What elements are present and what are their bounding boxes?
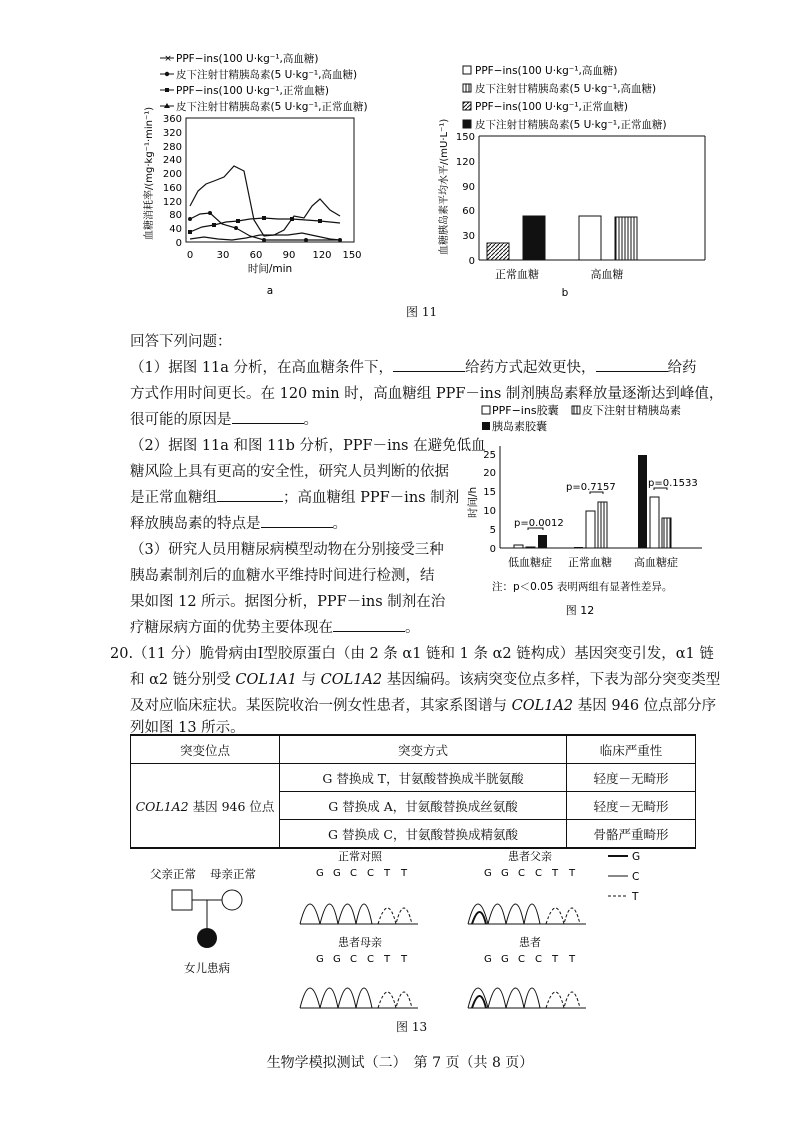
table-site-cell: COL1A2 基因 946 位点 bbox=[131, 764, 280, 849]
fig11b-legend-1: PPF−ins(100 U·kg⁻¹,高血糖) bbox=[475, 65, 618, 77]
q2-line4: 释放胰岛素的特点是 。 bbox=[130, 512, 347, 533]
svg-text:200: 200 bbox=[162, 169, 182, 180]
table-row-severity: 轻度－无畸形 bbox=[567, 764, 696, 792]
svg-text:240: 240 bbox=[162, 155, 182, 166]
q2-blank-2[interactable] bbox=[261, 513, 333, 528]
q3-line3: 果如图 12 所示。据图分析，PPF－ins 制剂在治 bbox=[130, 594, 446, 610]
fig12-caption: 图 12 bbox=[565, 604, 595, 617]
fig13-caption: 图 13 bbox=[396, 1020, 428, 1034]
svg-text:C: C bbox=[518, 868, 525, 879]
svg-text:G: G bbox=[316, 868, 324, 879]
fig11-caption: 图 11 bbox=[406, 305, 438, 319]
q1-blank-2[interactable] bbox=[596, 357, 668, 372]
q20-line1: 20.（11 分）脆骨病由Ⅰ型胶原蛋白（由 2 条 α1 链和 1 条 α2 链构成）基因突变引发，α1 链 bbox=[110, 646, 714, 662]
chromatogram-control bbox=[300, 849, 418, 924]
svg-text:15: 15 bbox=[483, 487, 496, 498]
fig11b-ylabel: 血糖胰岛素平均水平/(mU·L⁻¹) bbox=[439, 118, 450, 255]
fig11b-legend-3: PPF−ins(100 U·kg⁻¹,正常血糖) bbox=[475, 101, 628, 113]
table-row-severity: 骨骼严重畸形 bbox=[567, 820, 696, 849]
svg-text:T: T bbox=[401, 954, 408, 965]
fig12-legend-1: PPF−ins胶囊 bbox=[492, 404, 559, 417]
pedigree-daughter bbox=[197, 928, 217, 948]
svg-text:T: T bbox=[569, 868, 576, 879]
svg-text:C: C bbox=[367, 954, 374, 965]
pedigree-mother bbox=[222, 890, 242, 910]
fig11b-legend-4: 皮下注射甘精胰岛素(5 U·kg⁻¹,正常血糖) bbox=[475, 119, 667, 131]
fig12-cat-low: 低血糖症 bbox=[508, 556, 552, 569]
q2-line3: 是正常血糖组 ；高血糖组 PPF－ins 制剂 bbox=[130, 486, 459, 507]
svg-text:0: 0 bbox=[186, 250, 194, 261]
svg-text:G: G bbox=[501, 868, 509, 879]
q2-line2: 糖风险上具有更高的安全性，研究人员判断的依据 bbox=[130, 464, 449, 480]
svg-text:25: 25 bbox=[483, 450, 496, 461]
chromatogram-father bbox=[468, 849, 586, 924]
svg-text:患者父亲: 患者父亲 bbox=[508, 850, 552, 863]
fig11a-legend-1: PPF−ins(100 U·kg⁻¹,高血糖) bbox=[176, 53, 319, 65]
svg-text:G: G bbox=[484, 954, 492, 965]
svg-text:G: G bbox=[333, 954, 341, 965]
q2-blank-1[interactable] bbox=[217, 487, 283, 502]
fig11a-legend bbox=[160, 52, 368, 113]
table-row: G 替换成 A，甘氨酸替换成丝氨酸 bbox=[280, 792, 567, 820]
q3-line4: 疗糖尿病方面的优势主要体现在 。 bbox=[130, 616, 420, 637]
fig11b-cat-normal: 正常血糖 bbox=[495, 268, 539, 281]
svg-text:90: 90 bbox=[282, 250, 296, 261]
svg-text:80: 80 bbox=[169, 210, 182, 221]
svg-text:G: G bbox=[632, 851, 641, 863]
chromatogram-mother bbox=[300, 935, 418, 1008]
fig11a-xlabel: 时间/min bbox=[247, 263, 293, 275]
fig11a-legend-2: 皮下注射甘精胰岛素(5 U·kg⁻¹,高血糖) bbox=[176, 69, 358, 81]
svg-text:C: C bbox=[535, 868, 542, 879]
svg-text:30: 30 bbox=[462, 231, 475, 242]
svg-text:C: C bbox=[350, 954, 357, 965]
q2-line1: （2）据图 11a 和图 11b 分析，PPF－ins 在避免低血 bbox=[130, 438, 486, 454]
svg-text:C: C bbox=[350, 868, 357, 879]
svg-text:×: × bbox=[164, 54, 172, 64]
svg-text:40: 40 bbox=[169, 224, 182, 235]
svg-text:T: T bbox=[384, 954, 391, 965]
fig11b-legend-2: 皮下注射甘精胰岛素(5 U·kg⁻¹,高血糖) bbox=[475, 83, 657, 95]
table-header-severity: 临床严重性 bbox=[567, 735, 696, 764]
svg-text:5: 5 bbox=[489, 525, 496, 536]
table-row: G 替换成 C，甘氨酸替换成精氨酸 bbox=[280, 820, 567, 849]
fig11b-bar-insulin-high bbox=[615, 217, 637, 260]
q3-line1: （3）研究人员用糖尿病模型动物在分别接受三种 bbox=[130, 542, 444, 558]
chromatogram-patient bbox=[468, 935, 586, 1008]
svg-text:T: T bbox=[552, 954, 559, 965]
figure-11b bbox=[435, 40, 710, 300]
fig12-p-high: p=0.1533 bbox=[648, 478, 698, 489]
svg-text:150: 150 bbox=[342, 250, 362, 261]
fig12-legend-2: 皮下注射甘精胰岛素 bbox=[582, 404, 681, 417]
fig11b-bar-insulin-normal bbox=[523, 216, 545, 260]
pedigree-mother-label: 母亲正常 bbox=[210, 867, 256, 881]
svg-text:T: T bbox=[384, 868, 391, 879]
fig11a-legend-4: 皮下注射甘精胰岛素(5 U·kg⁻¹,正常血糖) bbox=[176, 101, 368, 113]
svg-text:120: 120 bbox=[312, 250, 332, 261]
table-row-severity: 轻度－无畸形 bbox=[567, 792, 696, 820]
figure-13 bbox=[150, 840, 670, 1030]
q3-line2: 胰岛素制剂后的血糖水平维持时间进行检测，结 bbox=[130, 568, 435, 584]
q1-line1: （1）据图 11a 分析，在高血糖条件下， 给药方式起效更快， 给药 bbox=[130, 356, 697, 377]
figure-11a bbox=[140, 40, 380, 300]
svg-text:G: G bbox=[501, 954, 509, 965]
fig12-ylabel: 时间/h bbox=[467, 486, 479, 518]
fig12-p-normal: p=0.7157 bbox=[566, 482, 616, 493]
q-intro: 回答下列问题： bbox=[130, 334, 232, 350]
svg-text:0: 0 bbox=[468, 256, 475, 267]
svg-text:60: 60 bbox=[249, 250, 263, 261]
svg-text:T: T bbox=[401, 868, 408, 879]
fig11a-label: a bbox=[266, 285, 274, 297]
svg-text:T: T bbox=[569, 954, 576, 965]
svg-text:360: 360 bbox=[162, 114, 182, 125]
fig13-legend bbox=[608, 851, 640, 903]
page-footer: 生物学模拟测试（二） 第 7 页（共 8 页） bbox=[266, 1055, 534, 1071]
svg-text:160: 160 bbox=[162, 183, 182, 194]
fig12-p-low: p=0.0012 bbox=[514, 518, 564, 529]
fig11a-legend-3: PPF−ins(100 U·kg⁻¹,正常血糖) bbox=[176, 85, 329, 97]
svg-text:120: 120 bbox=[162, 197, 182, 208]
svg-text:C: C bbox=[367, 868, 374, 879]
fig12-cat-high: 高血糖症 bbox=[634, 556, 678, 569]
q1-blank-3[interactable] bbox=[232, 409, 304, 424]
svg-text:患者母亲: 患者母亲 bbox=[338, 936, 382, 949]
svg-text:患者: 患者 bbox=[519, 936, 541, 949]
svg-text:C: C bbox=[632, 871, 640, 883]
fig11b-label: b bbox=[561, 287, 569, 299]
svg-text:120: 120 bbox=[455, 157, 475, 168]
fig11a-ylabel: 血糖消耗率/(mg·kg⁻¹·min⁻¹) bbox=[144, 106, 155, 240]
q20-line4: 列如图 13 所示。 bbox=[130, 720, 245, 736]
svg-text:T: T bbox=[552, 868, 559, 879]
fig12-note: 注：p＜0.05 表明两组有显著性差异。 bbox=[492, 581, 673, 593]
q3-blank-1[interactable] bbox=[333, 617, 405, 632]
svg-text:0: 0 bbox=[175, 238, 182, 249]
fig12-cat-normal: 正常血糖 bbox=[568, 556, 612, 569]
svg-text:G: G bbox=[484, 868, 492, 879]
pedigree-father-label: 父亲正常 bbox=[150, 867, 196, 881]
svg-text:0: 0 bbox=[489, 544, 496, 555]
svg-text:G: G bbox=[333, 868, 341, 879]
q20-line3: 及对应临床症状。某医院收治一例女性患者，其家系图谱与 COL1A2 基因 946 位点部分序 bbox=[130, 698, 717, 714]
fig11b-cat-high: 高血糖 bbox=[590, 268, 624, 281]
svg-text:60: 60 bbox=[462, 206, 475, 217]
svg-text:T: T bbox=[632, 891, 639, 903]
svg-text:30: 30 bbox=[216, 250, 230, 261]
pedigree-daughter-label: 女儿患病 bbox=[184, 961, 230, 975]
svg-text:C: C bbox=[518, 954, 525, 965]
q20-line2: 和 α2 链分别受 COL1A1 与 COL1A2 基因编码。该病突变位点多样，下表为部分突变类型 bbox=[130, 672, 721, 688]
fig12-legend-3: 胰岛素胶囊 bbox=[492, 420, 547, 433]
table-header-mode: 突变方式 bbox=[280, 735, 567, 764]
svg-text:90: 90 bbox=[462, 182, 475, 193]
table-header-site: 突变位点 bbox=[131, 735, 280, 764]
q1-line2: 方式作用时间更长。在 120 min 时，高血糖组 PPF－ins 制剂胰岛素释放量逐渐达到峰值， bbox=[130, 386, 724, 402]
q1-blank-1[interactable] bbox=[393, 357, 465, 372]
q1-line3: 很可能的原因是 。 bbox=[130, 408, 318, 429]
svg-text:150: 150 bbox=[455, 132, 475, 143]
table-row: G 替换成 T，甘氨酸替换成半胱氨酸 bbox=[280, 764, 567, 792]
figure-12 bbox=[462, 400, 712, 620]
svg-text:10: 10 bbox=[483, 506, 496, 517]
svg-text:20: 20 bbox=[483, 468, 496, 479]
svg-text:280: 280 bbox=[162, 142, 182, 153]
svg-text:C: C bbox=[535, 954, 542, 965]
mutation-table bbox=[130, 734, 696, 849]
svg-text:正常对照: 正常对照 bbox=[338, 850, 382, 863]
fig11b-bar-ppf-high bbox=[579, 216, 601, 260]
pedigree-father bbox=[172, 890, 192, 910]
svg-text:G: G bbox=[316, 954, 324, 965]
svg-text:320: 320 bbox=[162, 128, 182, 139]
fig11b-bar-ppf-normal bbox=[487, 243, 509, 260]
